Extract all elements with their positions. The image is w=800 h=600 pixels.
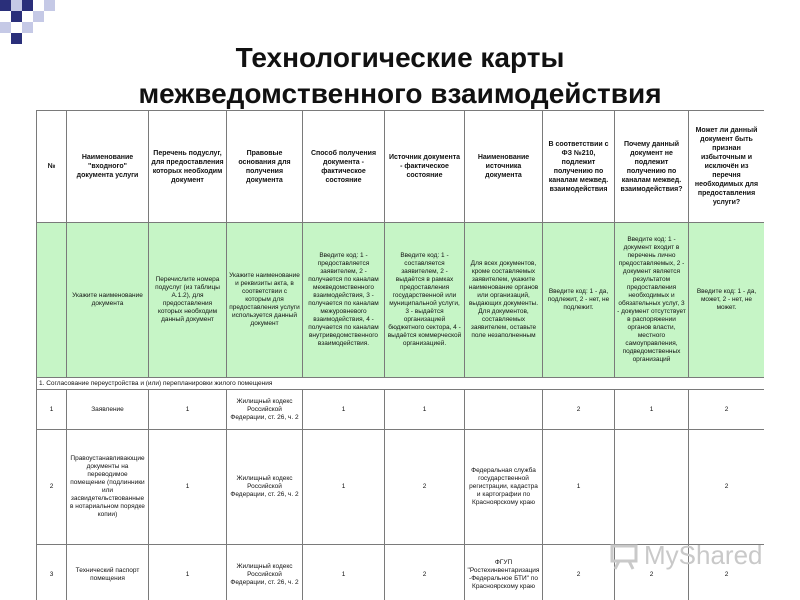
- header-cell: Может ли данный документ быть признан избыточным и исключён из перечня необходимых для предоставления услуги?: [689, 111, 765, 223]
- hint-cell: Для всех документов, кроме составляемых заявителем, укажите наименование органов или организаций, выдающих документы. Для документов, составляемых заявителем, оставьте поле незаполненным: [465, 223, 543, 378]
- hint-cell: Введите код: 1 - да, может, 2 - нет, не может.: [689, 223, 765, 378]
- slide-title: [0, 40, 800, 112]
- technology-map-table-image: [36, 110, 764, 600]
- row-why-not: 1: [615, 390, 689, 430]
- slide-title-line-1: Технологические карты: [235, 42, 565, 73]
- row-document: Технический паспорт помещения: [67, 545, 149, 600]
- row-method: 1: [303, 430, 385, 545]
- row-subservices: 1: [149, 390, 227, 430]
- row-method: 1: [303, 545, 385, 600]
- row-source-name: [465, 390, 543, 430]
- watermark: [610, 535, 770, 575]
- hint-cell: [37, 223, 67, 378]
- hint-cell: Перечислите номера подуслуг (из таблицы А.1.2), для предоставления которых необходим данный документ: [149, 223, 227, 378]
- row-fz210: 2: [543, 545, 615, 600]
- row-number: 1: [37, 390, 67, 430]
- hint-cell: Укажите наименование и реквизиты акта, в соответствии с которым для предоставления услуги используется данный документ: [227, 223, 303, 378]
- hint-cell: Введите код: 1 - предоставляется заявителем, 2 - получается по каналам межведомственного взаимодействия, 3 - получается по каналам межуровневого взаимодействия, 4 - получается по каналам внутриведомственного взаимодействия.: [303, 223, 385, 378]
- deco-square: [11, 11, 22, 22]
- row-redundant: 2: [689, 390, 765, 430]
- deco-square: [0, 0, 11, 11]
- row-document: Правоустанавливающие документы на переводимое помещение (подлинники или засвидетельствованные в нотариальном порядке копии): [67, 430, 149, 545]
- row-legal-basis: Жилищный кодекс Российской Федерации, ст. 26, ч. 2: [227, 390, 303, 430]
- row-legal-basis: Жилищный кодекс Российской Федерации, ст. 26, ч. 2: [227, 545, 303, 600]
- row-subservices: 1: [149, 430, 227, 545]
- header-cell: Наименование источника документа: [465, 111, 543, 223]
- deco-square: [22, 0, 33, 11]
- table-row: [37, 390, 765, 430]
- header-cell: В соответствии с ФЗ №210, подлежит получению по каналам межвед. взаимодействия: [543, 111, 615, 223]
- row-redundant: 2: [689, 430, 765, 545]
- technology-map-table: [36, 110, 764, 600]
- deco-square: [33, 11, 44, 22]
- row-number: 3: [37, 545, 67, 600]
- header-cell: Перечень подуслуг, для предоставления которых необходим документ: [149, 111, 227, 223]
- row-fz210: 1: [543, 430, 615, 545]
- header-cell: №: [37, 111, 67, 223]
- header-cell: Правовые основания для получения документа: [227, 111, 303, 223]
- deco-square: [11, 0, 22, 11]
- header-cell: Способ получения документа - фактическое состояние: [303, 111, 385, 223]
- row-method: 1: [303, 390, 385, 430]
- deco-square: [0, 22, 11, 33]
- section-title: 1. Согласование переустройства и (или) перепланировки жилого помещения: [37, 378, 765, 390]
- row-why-not: [615, 430, 689, 545]
- row-subservices: 1: [149, 545, 227, 600]
- row-fz210: 2: [543, 390, 615, 430]
- slide-title-line-2: межведомственного взаимодействия: [138, 78, 662, 109]
- table-header-row: [37, 111, 765, 223]
- hint-cell: Укажите наименование документа: [67, 223, 149, 378]
- row-legal-basis: Жилищный кодекс Российской Федерации, ст. 26, ч. 2: [227, 430, 303, 545]
- deco-square: [44, 0, 55, 11]
- row-source-name: ФГУП "Ростехинвентаризация-Федеральное БТИ" по Красноярскому краю: [465, 545, 543, 600]
- row-source: 2: [385, 545, 465, 600]
- watermark-text: MyShared: [644, 540, 763, 570]
- row-source: 2: [385, 430, 465, 545]
- row-source-name: Федеральная служба государственной регистрации, кадастра и картографии по Красноярскому краю: [465, 430, 543, 545]
- presentation-screen-icon: [610, 541, 638, 567]
- table-hint-row: [37, 223, 765, 378]
- header-cell: Источник документа - фактическое состояние: [385, 111, 465, 223]
- table-section-row: [37, 378, 765, 390]
- hint-cell: Введите код: 1 - да, подлежит, 2 - нет, не подлежит.: [543, 223, 615, 378]
- hint-cell: Введите код: 1 - документ входит в перечень лично предоставляемых, 2 - документ является результатом предоставления необходимых и обязательных услуг, 3 - документ отсутствует в распоряжении органов власти, местного самоуправления, подведомственных организаций: [615, 223, 689, 378]
- hint-cell: Введите код: 1 - составляется заявителем, 2 - выдаётся в рамках предоставления государственной или муниципальной услуги, 3 - выдаётся организацией бюджетного сектора, 4 - выдаётся коммерческой организацией.: [385, 223, 465, 378]
- row-source: 1: [385, 390, 465, 430]
- row-number: 2: [37, 430, 67, 545]
- row-redundant: 2: [689, 545, 765, 600]
- deco-square: [22, 22, 33, 33]
- row-document: Заявление: [67, 390, 149, 430]
- header-cell: Почему данный документ не подлежит получению по каналам межвед. взаимодействия?: [615, 111, 689, 223]
- header-cell: Наименование "входного" документа услуги: [67, 111, 149, 223]
- table-row: [37, 430, 765, 545]
- row-why-not: 2: [615, 545, 689, 600]
